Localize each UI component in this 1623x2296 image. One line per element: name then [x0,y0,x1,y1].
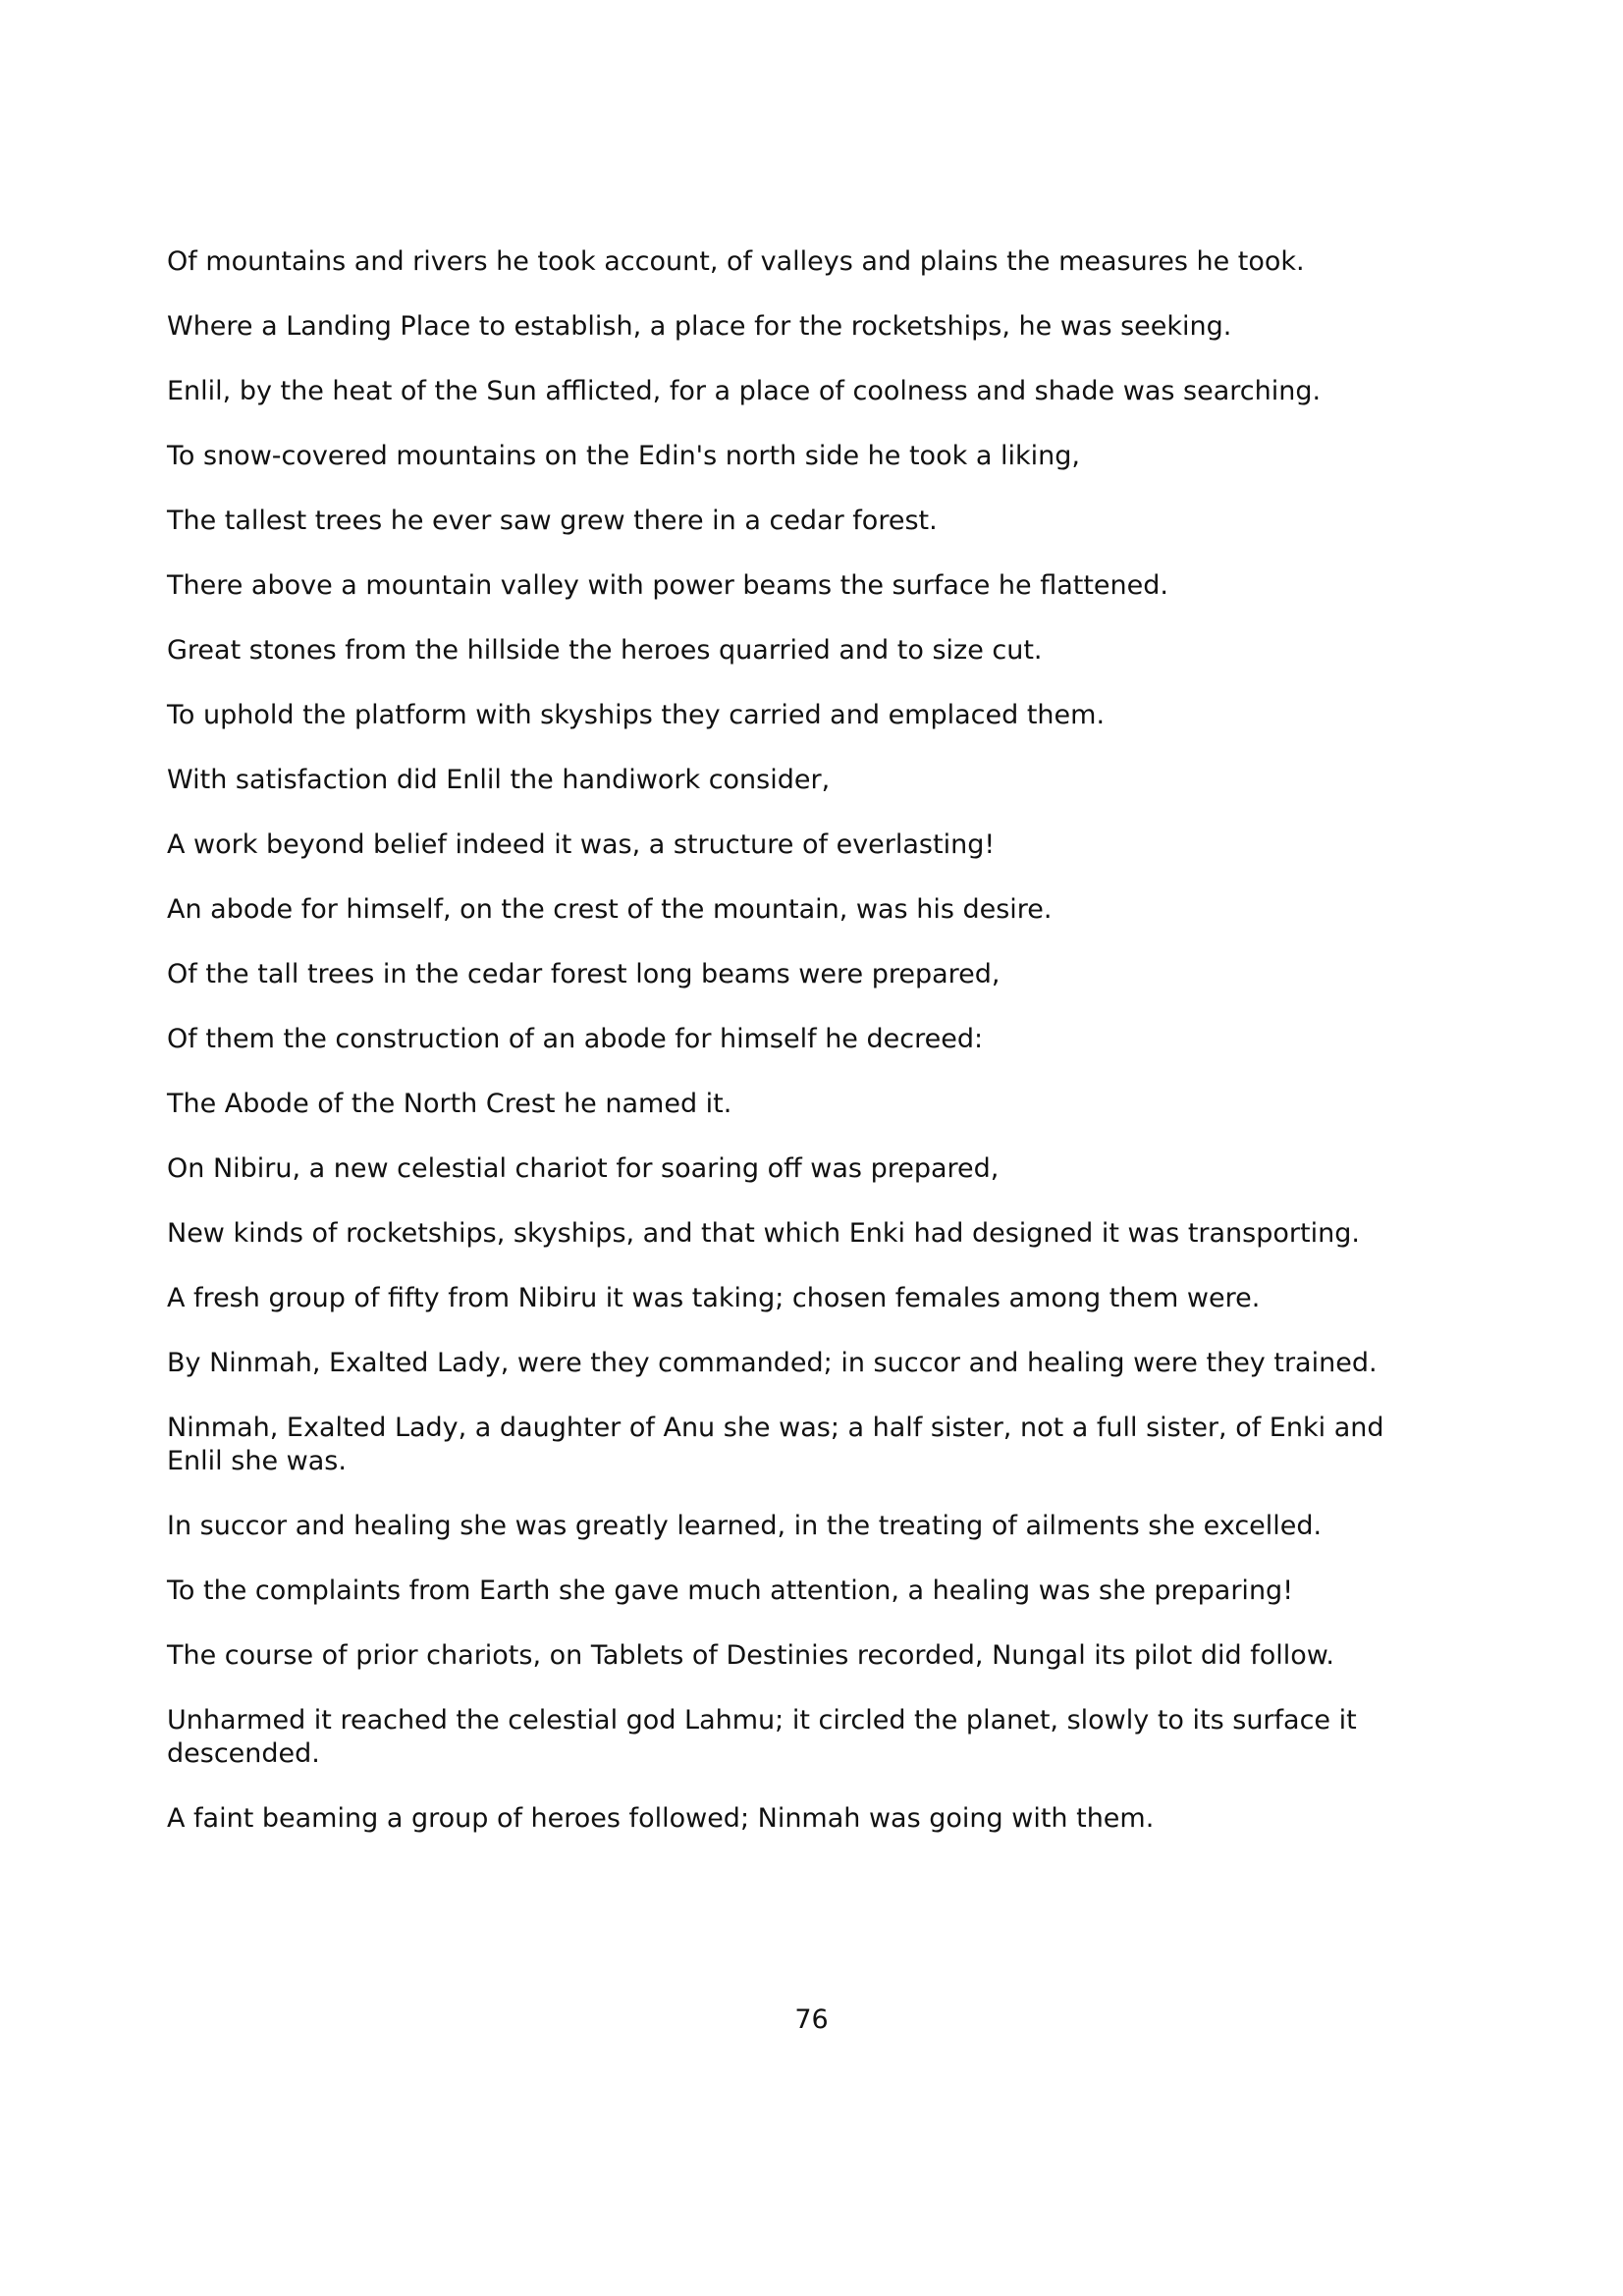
verse-line: To snow-covered mountains on the Edin's north side he took a liking, [167,441,1080,471]
verse-line: Where a Landing Place to establish, a place for the rocketships, he was seeking. [167,311,1232,342]
verse-line: Unharmed it reached the celestial god Lahmu; it circled the planet, slowly to its surface it descended. [167,1705,1357,1769]
verse-line: Enlil, by the heat of the Sun afflicted, for a place of coolness and shade was searching. [167,376,1322,406]
body-text [167,245,1443,1867]
verse-line: New kinds of rocketships, skyships, and that which Enki had designed it was transporting. [167,1218,1360,1249]
verse-line: Great stones from the hillside the heroes quarried and to size cut. [167,635,1043,666]
verse-line: Of them the construction of an abode for himself he decreed: [167,1024,984,1054]
verse-line: With satisfaction did Enlil the handiwork consider, [167,765,831,795]
verse-line: On Nibiru, a new celestial chariot for soaring off was prepared, [167,1153,1000,1184]
verse-line: A faint beaming a group of heroes followed; Ninmah was going with them. [167,1803,1155,1834]
page-number: 76 [794,2004,829,2035]
verse-line: A work beyond belief indeed it was, a structure of everlasting! [167,829,996,860]
verse-line: The course of prior chariots, on Tablets of Destinies recorded, Nungal its pilot did follow. [167,1640,1334,1671]
verse-line: To the complaints from Earth she gave much attention, a healing was she preparing! [167,1575,1294,1606]
verse-line: A fresh group of fifty from Nibiru it was taking; chosen females among them were. [167,1283,1261,1313]
verse-line: Ninmah, Exalted Lady, a daughter of Anu she was; a half sister, not a full sister, of Enki and Enlil she was. [167,1413,1384,1476]
verse-line: Of the tall trees in the cedar forest long beams were prepared, [167,959,1001,989]
verse-line: The Abode of the North Crest he named it. [167,1089,732,1119]
verse-line: There above a mountain valley with power beams the surface he flattened. [167,570,1168,601]
verse-line: In succor and healing she was greatly learned, in the treating of ailments she excelled. [167,1511,1323,1541]
verse-line: By Ninmah, Exalted Lady, were they commanded; in succor and healing were they trained. [167,1348,1378,1378]
verse-line: An abode for himself, on the crest of the mountain, was his desire. [167,894,1053,925]
verse-line: The tallest trees he ever saw grew there in a cedar forest. [167,506,938,536]
verse-line: To uphold the platform with skyships they carried and emplaced them. [167,700,1106,730]
verse-line: Of mountains and rivers he took account, of valleys and plains the measures he took. [167,246,1305,277]
